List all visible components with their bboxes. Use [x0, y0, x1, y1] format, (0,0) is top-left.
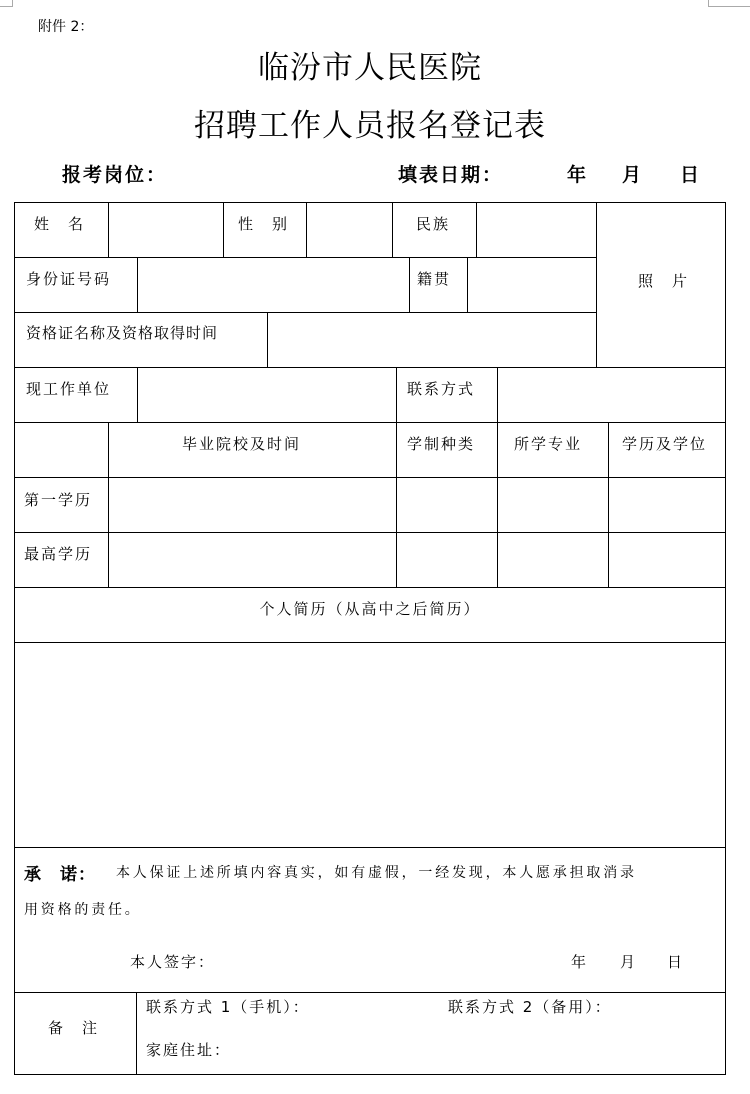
promise-label: 承 诺：	[24, 865, 96, 885]
edu-school-header: 毕业院校及时间	[182, 435, 302, 453]
table-line	[14, 992, 726, 993]
highest-edu-degree-field[interactable]	[609, 533, 724, 586]
table-line	[14, 847, 726, 848]
qualification-field[interactable]	[268, 313, 595, 366]
employer-field[interactable]	[138, 368, 395, 421]
highest-edu-school-field[interactable]	[109, 533, 395, 586]
ethnicity-label: 民族	[416, 215, 451, 233]
native-place-field[interactable]	[468, 258, 595, 311]
promise-text-line2: 用资格的责任。	[24, 902, 142, 918]
signature-year: 年	[571, 953, 589, 971]
contact-label: 联系方式	[407, 380, 476, 398]
signature-label: 本人签字：	[130, 953, 216, 971]
qualification-label: 资格证名称及资格取得时间	[26, 324, 219, 342]
date-month: 月	[622, 164, 644, 186]
promise-text-line1: 本人保证上述所填内容真实，如有虚假，一经发现，本人愿承担取消录	[116, 865, 637, 881]
first-edu-school-field[interactable]	[109, 478, 395, 531]
first-edu-major-field[interactable]	[498, 478, 607, 531]
phone2-label: 联系方式 2（备用）：	[448, 998, 612, 1016]
remarks-label: 备 注	[48, 1019, 100, 1037]
contact-field[interactable]	[498, 368, 724, 421]
name-field[interactable]	[109, 203, 222, 256]
id-number-field[interactable]	[138, 258, 408, 311]
phone1-label: 联系方式 1（手机）：	[146, 998, 310, 1016]
table-line	[223, 202, 224, 257]
edu-major-header: 所学专业	[514, 435, 583, 453]
date-year: 年	[567, 164, 589, 186]
attachment-label: 附件 2：	[38, 19, 94, 35]
address-label: 家庭住址：	[146, 1041, 232, 1059]
date-label: 填表日期：	[398, 164, 504, 186]
highest-edu-major-field[interactable]	[498, 533, 607, 586]
page-corner-right	[708, 0, 750, 7]
edu-type-header: 学制种类	[407, 435, 476, 453]
table-line	[14, 422, 726, 423]
table-line	[396, 367, 397, 422]
table-line	[725, 202, 726, 1075]
resume-field[interactable]	[15, 643, 724, 846]
page-title: 临汾市人民医院	[258, 50, 482, 86]
table-line	[14, 1074, 726, 1075]
ethnicity-field[interactable]	[477, 203, 595, 256]
highest-edu-label: 最高学历	[24, 545, 93, 563]
position-label: 报考岗位：	[62, 164, 168, 186]
employer-label: 现工作单位	[26, 380, 112, 398]
table-line	[14, 587, 726, 588]
table-line	[409, 257, 410, 312]
first-edu-degree-field[interactable]	[609, 478, 724, 531]
table-line	[136, 992, 137, 1074]
edu-degree-header: 学历及学位	[622, 435, 708, 453]
name-label: 姓 名	[34, 215, 86, 233]
gender-label: 性 别	[238, 215, 290, 233]
id-number-label: 身份证号码	[26, 270, 112, 288]
table-line	[14, 202, 15, 1075]
table-line	[392, 202, 393, 257]
native-place-label: 籍贯	[417, 270, 452, 288]
page-corner-left	[0, 0, 13, 7]
photo-label: 照 片	[638, 272, 690, 290]
page-subtitle: 招聘工作人员报名登记表	[194, 108, 546, 144]
date-day: 日	[680, 164, 702, 186]
highest-edu-type-field[interactable]	[397, 533, 496, 586]
photo-field[interactable]	[597, 203, 724, 366]
gender-field[interactable]	[307, 203, 391, 256]
signature-day: 日	[667, 953, 685, 971]
signature-month: 月	[620, 953, 638, 971]
resume-label: 个人简历（从高中之后简历）	[259, 600, 481, 618]
first-edu-label: 第一学历	[24, 491, 93, 509]
first-edu-type-field[interactable]	[397, 478, 496, 531]
